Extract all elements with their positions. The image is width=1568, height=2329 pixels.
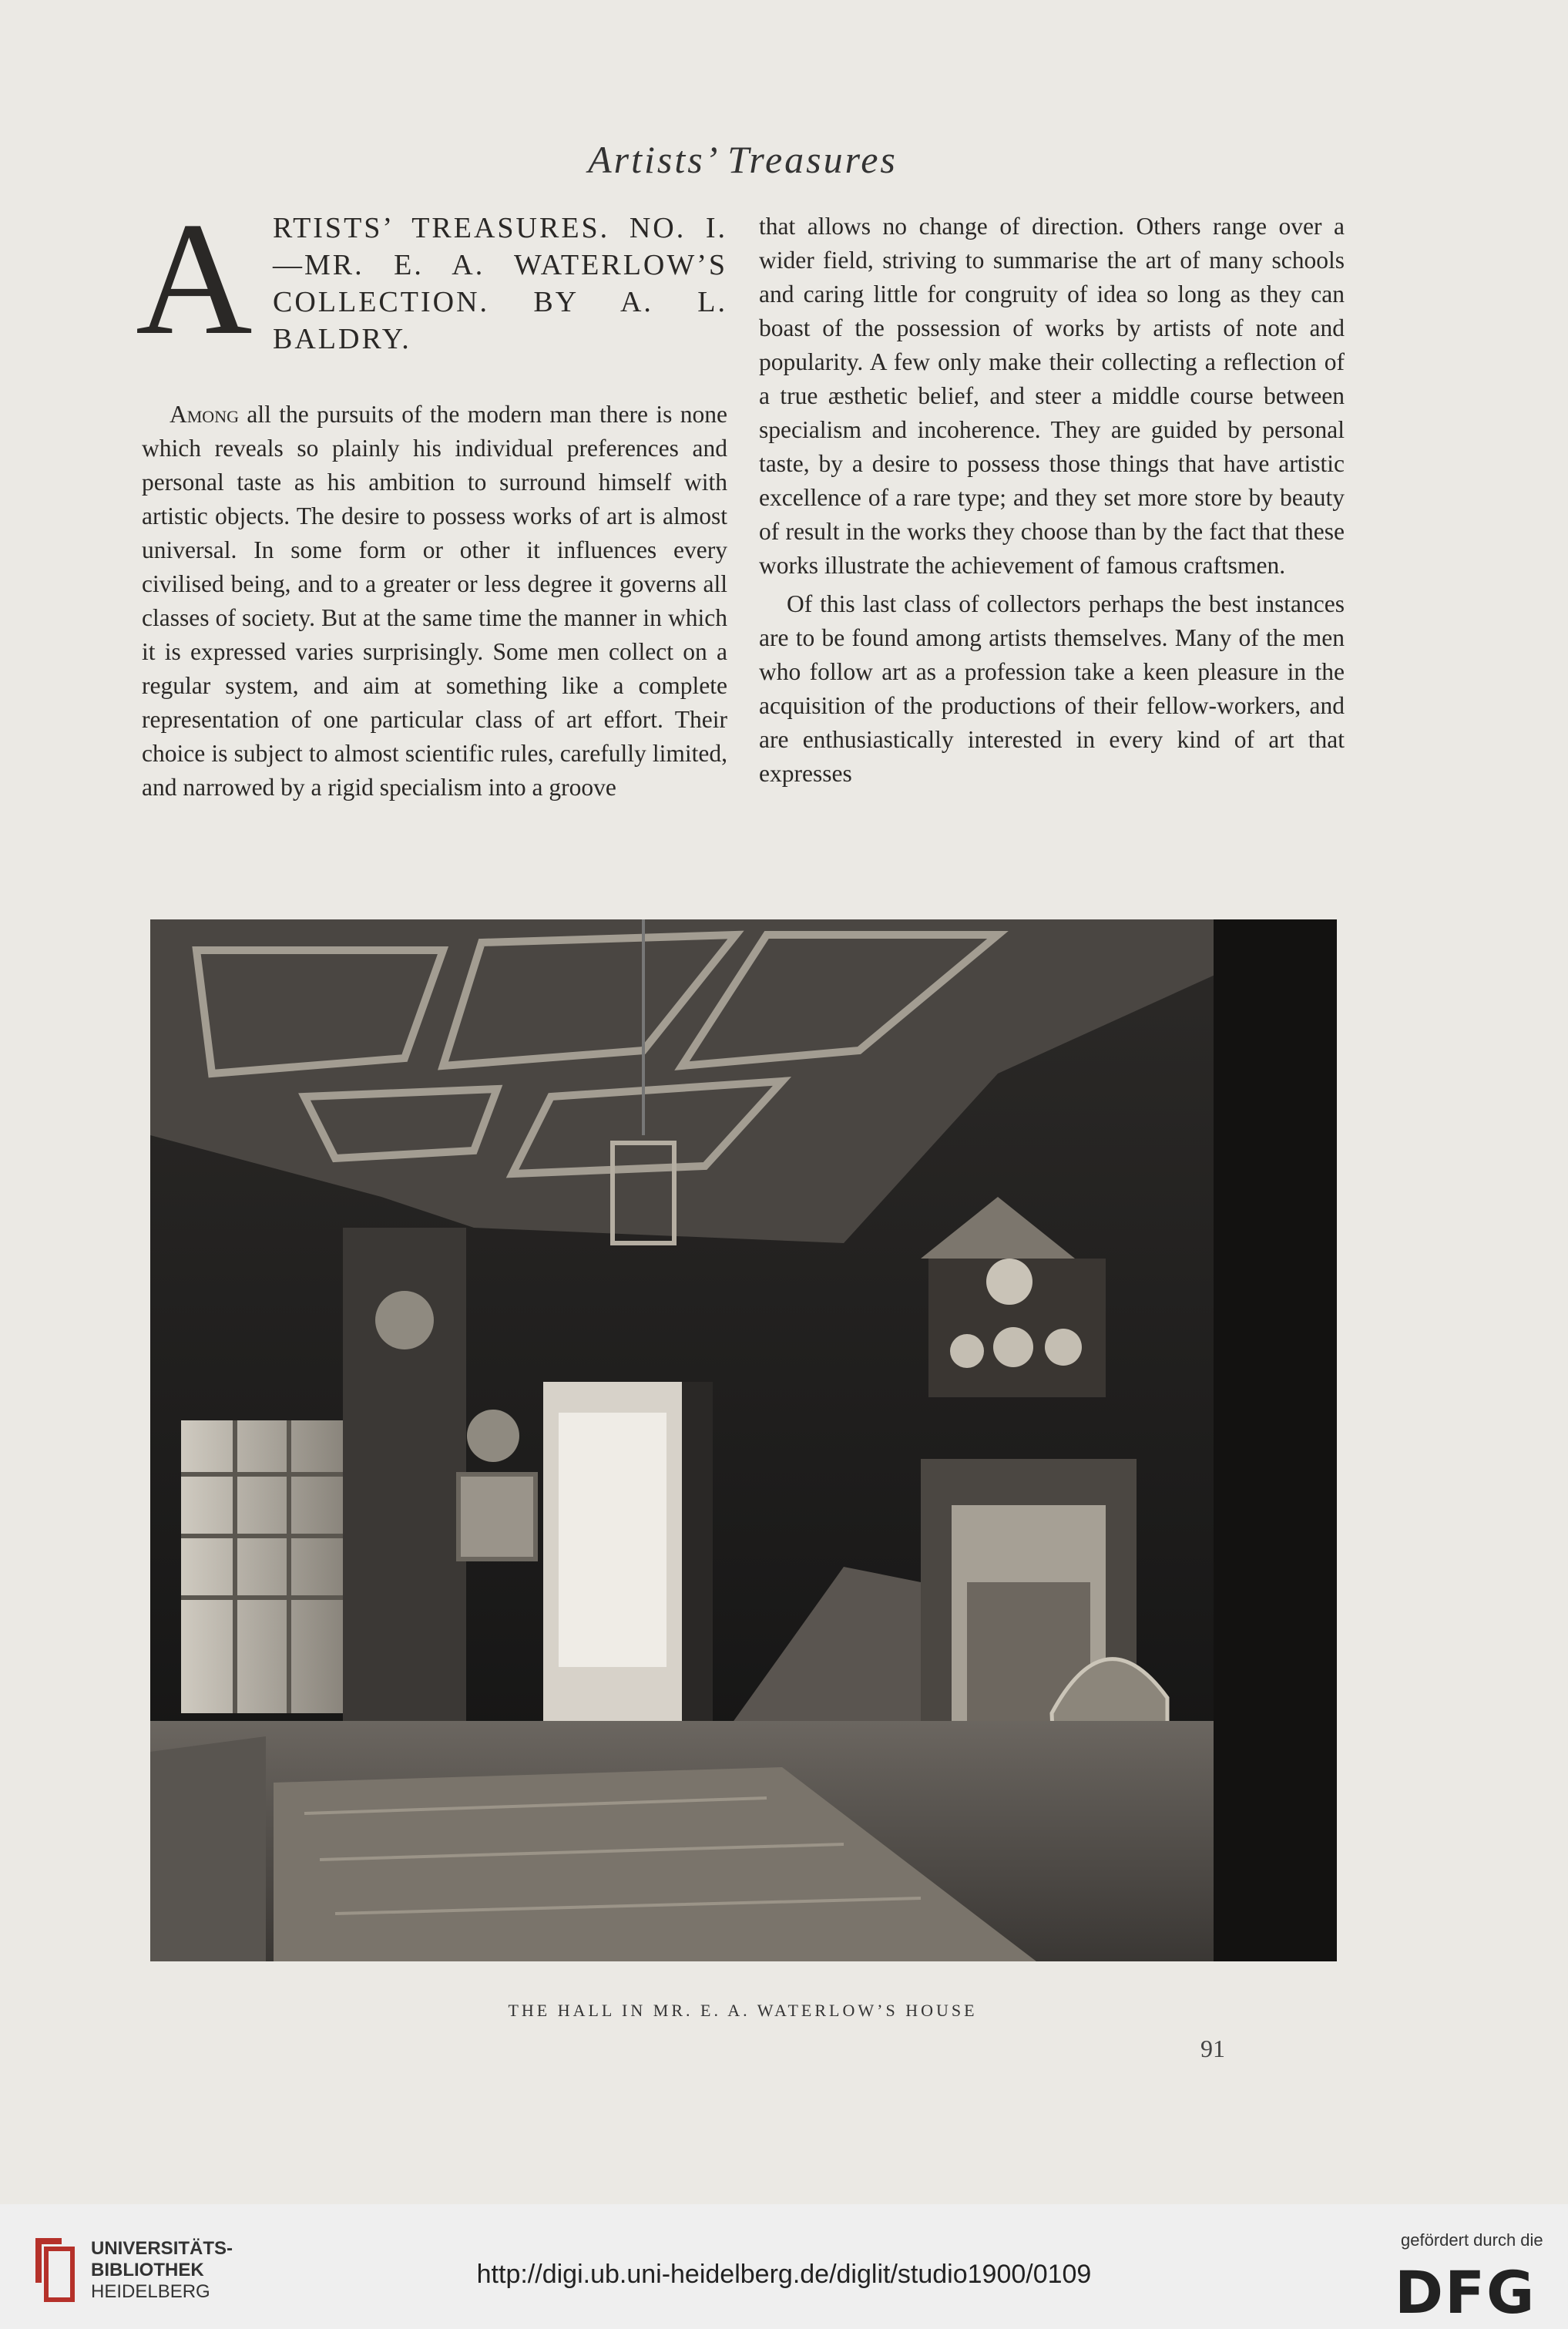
left-paragraph-text: all the pursuits of the modern man there is none which reveals so plainly his individual preferences and personal taste as his ambition to surround himself with artistic objects. The desire to possess works of art is almost universal. In some form or other it influences every civilised being, and to a greater or less degree it governs all classes of society. But at the same time the manner in which it is expressed varies surprisingly. Some men collect on a regular system, and aim at something like a complete representation of one particular class of art effort. Their choice is subject to almost scientific rules, carefully limited, and narrowed by a rigid specialism into a groove bbox=[142, 401, 727, 801]
running-head: Artists’ Treasures bbox=[588, 138, 898, 181]
drop-cap: A bbox=[136, 190, 253, 368]
funding-label: gefördert durch die bbox=[1401, 2230, 1543, 2250]
right-paragraph-2: Of this last class of collectors perhaps the best instances are to be found among artists themselves. Many of the men who follow art as a profession take a keen pleasure in the acquisition of the productions of their fellow-workers, and are enthusiastically interested in every kind of art that expresses bbox=[759, 590, 1345, 787]
hall-photograph bbox=[150, 919, 1337, 1961]
dfg-logo: DFG bbox=[1395, 2258, 1536, 2327]
digitization-footer bbox=[0, 2204, 1568, 2329]
left-paragraph bbox=[142, 398, 727, 805]
source-url-link[interactable]: http://digi.ub.uni-heidelberg.de/diglit/studio1900/0109 bbox=[476, 2260, 1092, 2289]
library-name: UNIVERSITÄTS- BIBLIOTHEK HEIDELBERG bbox=[91, 2238, 233, 2302]
left-column bbox=[136, 190, 727, 805]
right-column bbox=[759, 210, 1345, 791]
hall-interior-image bbox=[150, 919, 1337, 1961]
article-heading bbox=[136, 190, 727, 388]
first-word: Among bbox=[170, 401, 239, 428]
heading-text: RTISTS’ TREASURES. NO. I. —MR. E. A. WATERLOW’S COLLECTION. BY A. L. BALDRY. bbox=[273, 212, 727, 355]
photo-caption: THE HALL IN MR. E. A. WATERLOW’S HOUSE bbox=[508, 2001, 978, 2020]
page-number: 91 bbox=[1200, 2035, 1225, 2062]
right-paragraph-1: that allows no change of direction. Others range over a wider field, striving to summarise the art of many schools and caring little for congruity of idea so long as they can boast of the possession of works by artists of note and popularity. A few only make their collecting a reflection of a true æsthetic belief, and steer a middle course between specialism and incoherence. They are guided by personal taste, by a desire to possess those things that have artistic excellence of a rare type; and they set more store by beauty of result in the works they choose than by the fact that these works illustrate the achievement of famous craftsmen. bbox=[759, 213, 1345, 579]
